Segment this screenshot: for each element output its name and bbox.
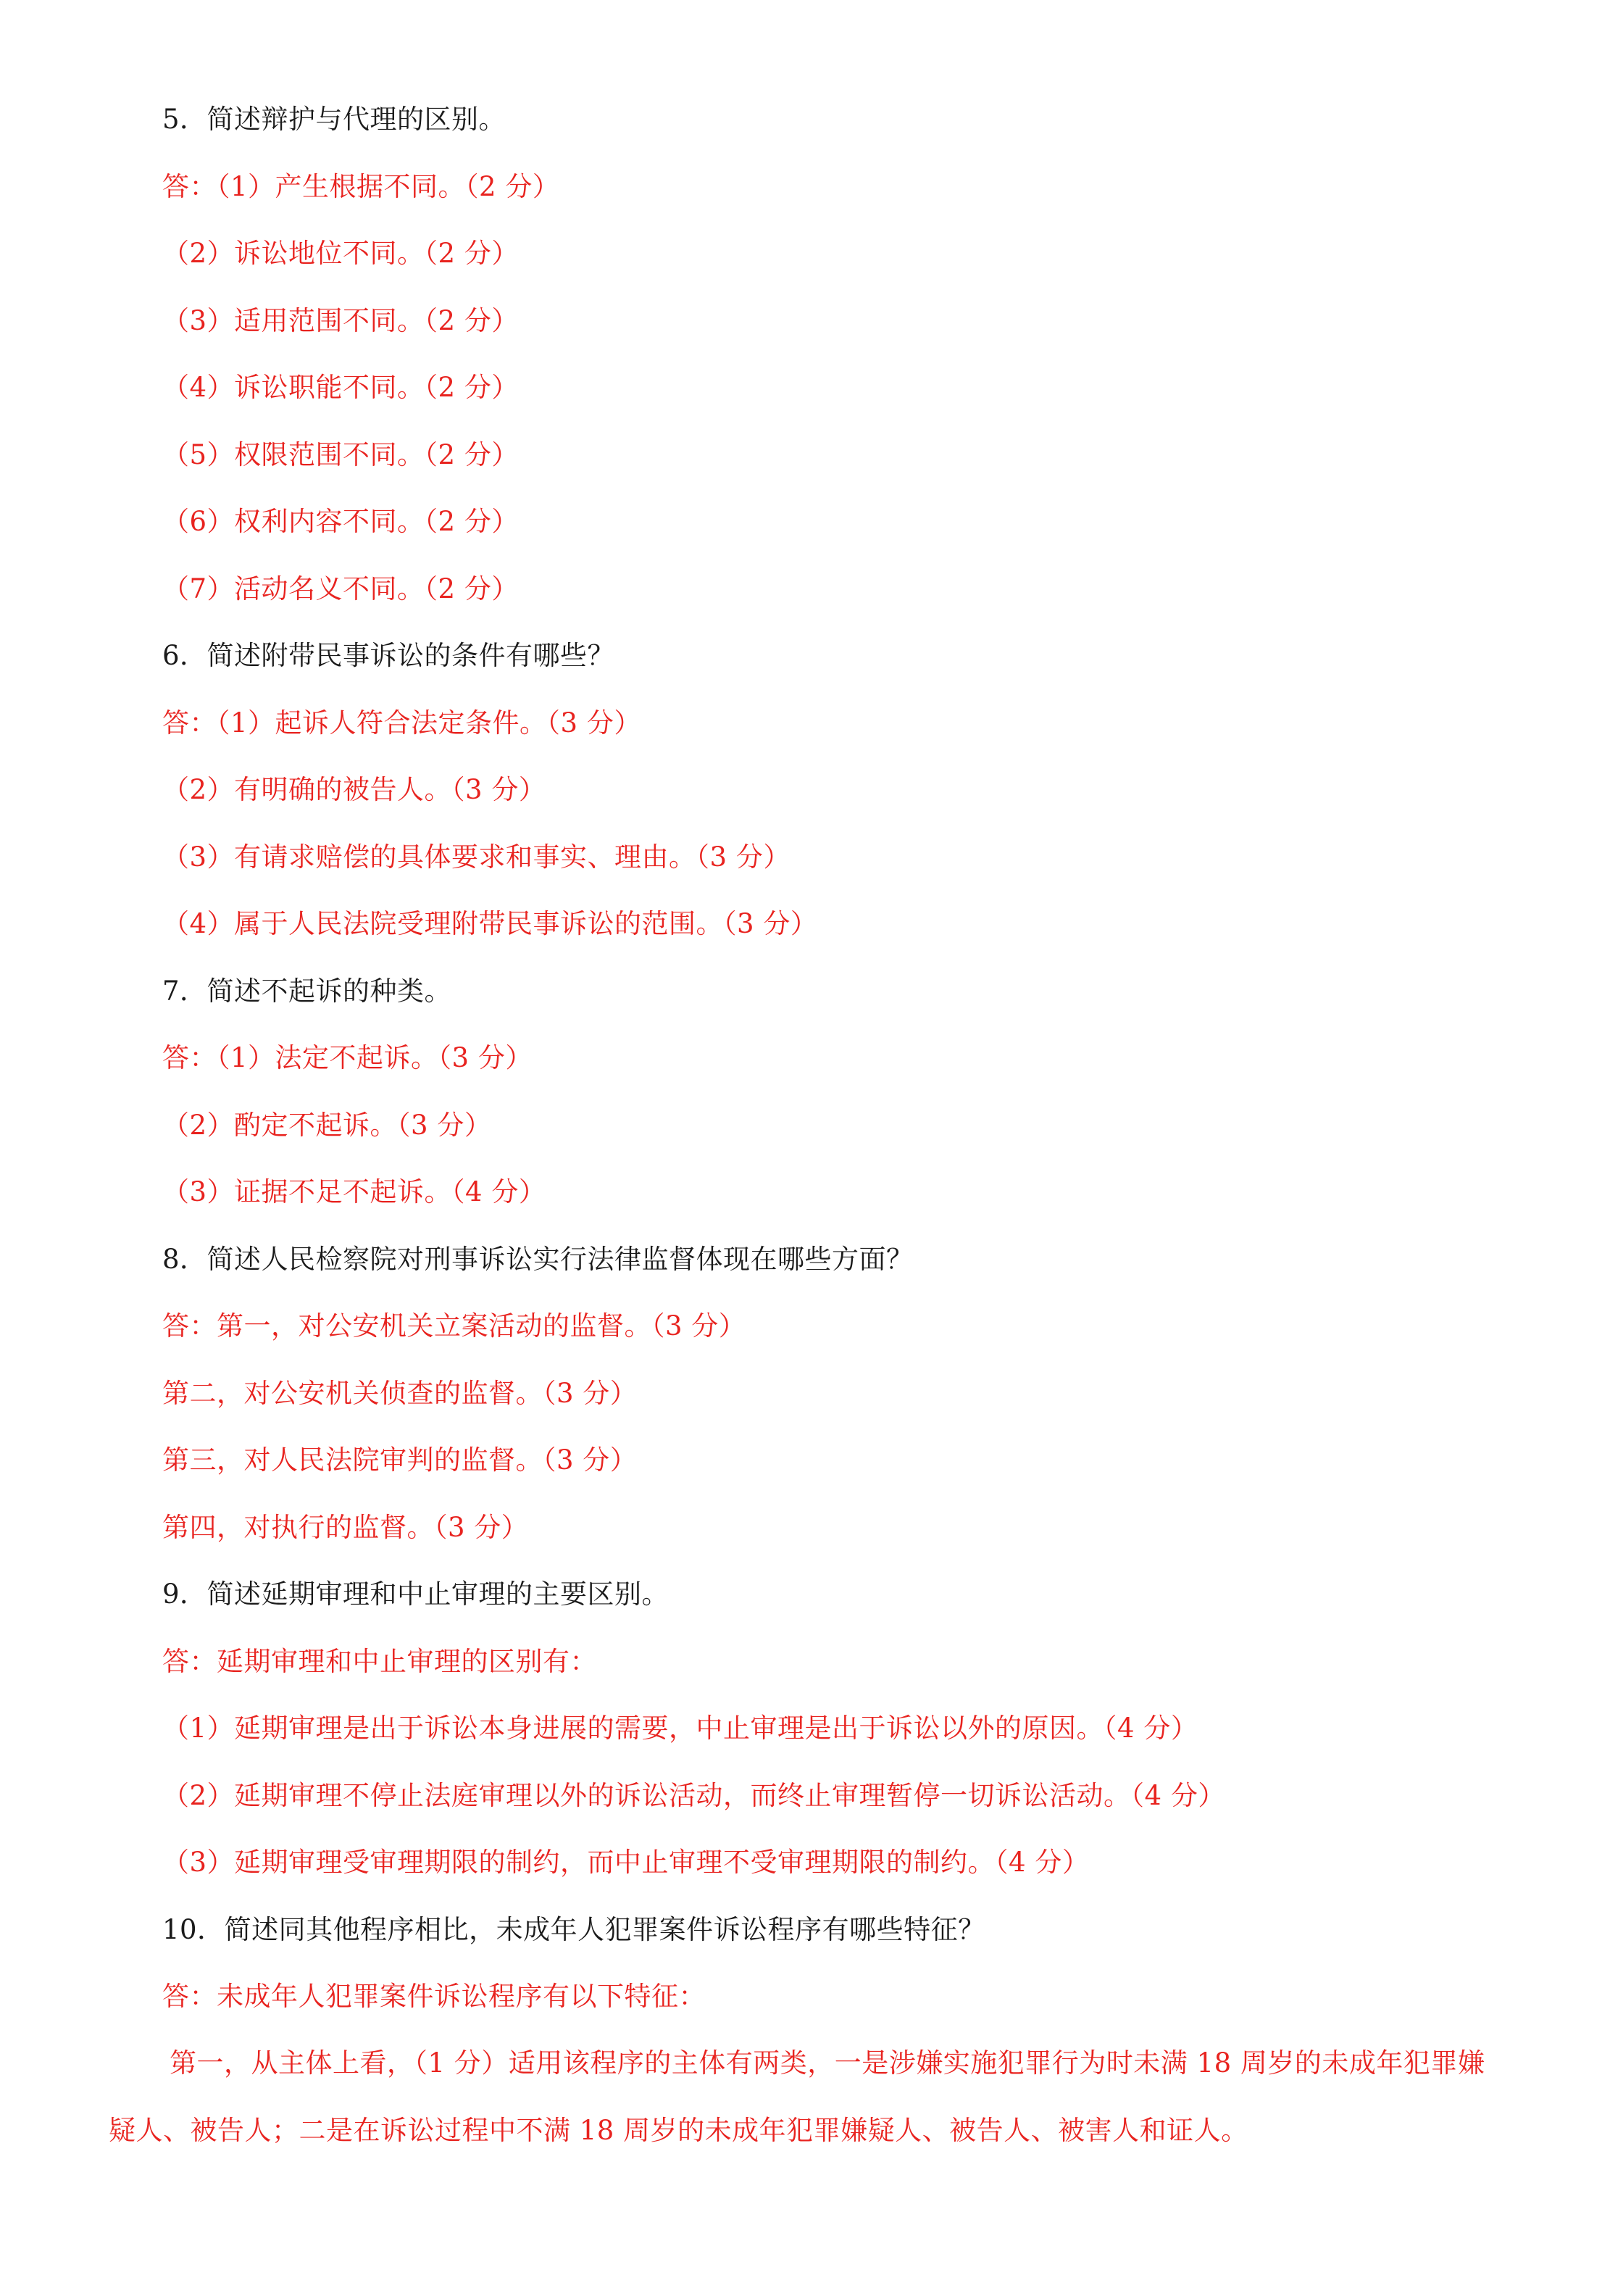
answer-7-line-2: （2）酌定不起诉。（3 分）	[162, 1110, 492, 1141]
answer-9-line-1: （1）延期审理是出于诉讼本身进展的需要，中止审理是出于诉讼以外的原因。（4 分）	[162, 1713, 1198, 1744]
answer-5-line-2: （2）诉讼地位不同。（2 分）	[162, 238, 519, 269]
answer-5-line-5: （5）权限范围不同。（2 分）	[162, 439, 519, 470]
answer-8-line-3: 第三，对人民法院审判的监督。（3 分）	[162, 1444, 638, 1476]
answer-6-line-2: （2）有明确的被告人。（3 分）	[162, 774, 546, 805]
answer-7-line-3: （3）证据不足不起诉。（4 分）	[162, 1176, 546, 1207]
answer-9-intro: 答：延期审理和中止审理的区别有：	[162, 1646, 597, 1677]
answer-8-line-4: 第四，对执行的监督。（3 分）	[162, 1512, 529, 1543]
answer-7-line-1: 答：（1）法定不起诉。（3 分）	[162, 1042, 533, 1073]
question-5: 5．简述辩护与代理的区别。	[162, 104, 506, 135]
answer-9-line-3: （3）延期审理受审理期限的制约，而中止审理不受审理期限的制约。（4 分）	[162, 1847, 1090, 1878]
answer-6-line-4: （4）属于人民法院受理附带民事诉讼的范围。（3 分）	[162, 908, 818, 939]
answer-5-line-3: （3）适用范围不同。（2 分）	[162, 305, 519, 336]
answer-10-paragraph: 第一，从主体上看，（1 分）适用该程序的主体有两类，一是涉嫌实施犯罪行为时未满 18 周岁的未成年犯罪嫌疑人、被告人；二是在诉讼过程中不满 18 周岁的未成年犯罪嫌疑人、被告人、被害人和证人。	[109, 2047, 1485, 2146]
answer-5-line-1: 答：（1）产生根据不同。（2 分）	[162, 171, 560, 202]
question-6: 6．简述附带民事诉讼的条件有哪些？	[162, 640, 615, 671]
answer-6-line-1: 答：（1）起诉人符合法定条件。（3 分）	[162, 707, 641, 739]
question-7: 7．简述不起诉的种类。	[162, 976, 452, 1007]
answer-6-line-3: （3）有请求赔偿的具体要求和事实、理由。（3 分）	[162, 841, 791, 873]
answer-10-intro: 答：未成年人犯罪案件诉讼程序有以下特征：	[162, 1981, 706, 2012]
answer-8-line-2: 第二，对公安机关侦查的监督。（3 分）	[162, 1378, 638, 1409]
answer-5-line-4: （4）诉讼职能不同。（2 分）	[162, 372, 519, 403]
answer-5-line-7: （7）活动名义不同。（2 分）	[162, 573, 519, 604]
question-8: 8．简述人民检察院对刑事诉讼实行法律监督体现在哪些方面？	[162, 1244, 914, 1275]
question-9: 9．简述延期审理和中止审理的主要区别。	[162, 1578, 670, 1610]
answer-8-line-1: 答：第一，对公安机关立案活动的监督。（3 分）	[162, 1310, 746, 1342]
answer-9-line-2: （2）延期审理不停止法庭审理以外的诉讼活动，而终止审理暂停一切诉讼活动。（4 分）	[162, 1780, 1225, 1811]
question-10: 10．简述同其他程序相比，未成年人犯罪案件诉讼程序有哪些特征？	[162, 1914, 985, 1945]
answer-5-line-6: （6）权利内容不同。（2 分）	[162, 506, 519, 537]
